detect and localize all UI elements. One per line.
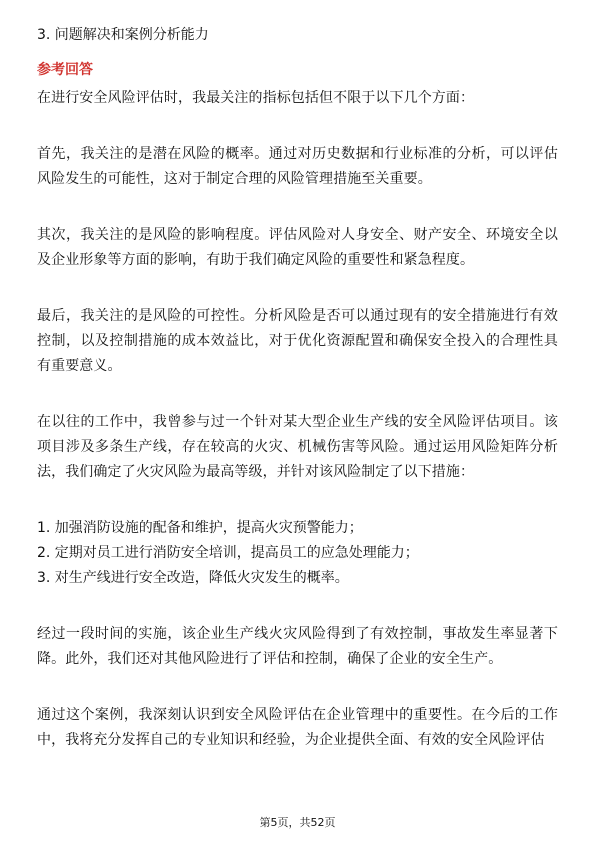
- paragraph-conclusion: 通过这个案例，我深刻认识到安全风险评估在企业管理中的重要性。在今后的工作中，我将充分发挥自己的专业知识和经验，为企业提供全面、有效的安全风险评估: [37, 707, 558, 748]
- answer-label: 参考回答: [37, 62, 93, 78]
- answer-body: [37, 86, 558, 753]
- paragraph-intro: 在进行安全风险评估时，我最关注的指标包括但不限于以下几个方面：: [37, 90, 475, 106]
- measures-list: [37, 516, 558, 591]
- paragraph-probability: 首先，我关注的是潜在风险的概率。通过对历史数据和行业标准的分析，可以评估风险发生的可能性，这对于制定合理的风险管理措施至关重要。: [37, 146, 558, 187]
- page-number: 第5页，共52页: [259, 816, 336, 829]
- paragraph-result: 经过一段时间的实施，该企业生产线火灾风险得到了有效控制，事故发生率显著下降。此外，我们还对其他风险进行了评估和控制，确保了企业的安全生产。: [37, 626, 558, 667]
- list-item: 3. 对生产线进行安全改造，降低火灾发生的概率。: [37, 570, 349, 586]
- paragraph-case: 在以往的工作中，我曾参与过一个针对某大型企业生产线的安全风险评估项目。该项目涉及多条生产线，存在较高的火灾、机械伤害等风险。通过运用风险矩阵分析法，我们确定了火灾风险为最高等级，并针对该风险制定了以下措施：: [37, 414, 558, 480]
- question-heading: 3. 问题解决和案例分析能力: [37, 27, 209, 43]
- list-item: 1. 加强消防设施的配备和维护，提高火灾预警能力；: [37, 520, 363, 536]
- paragraph-impact: 其次，我关注的是风险的影响程度。评估风险对人身安全、财产安全、环境安全以及企业形象等方面的影响，有助于我们确定风险的重要性和紧急程度。: [37, 227, 558, 268]
- paragraph-controllability: 最后，我关注的是风险的可控性。分析风险是否可以通过现有的安全措施进行有效控制，以及控制措施的成本效益比，对于优化资源配置和确保安全投入的合理性具有重要意义。: [37, 308, 558, 374]
- list-item: 2. 定期对员工进行消防安全培训，提高员工的应急处理能力；: [37, 545, 419, 561]
